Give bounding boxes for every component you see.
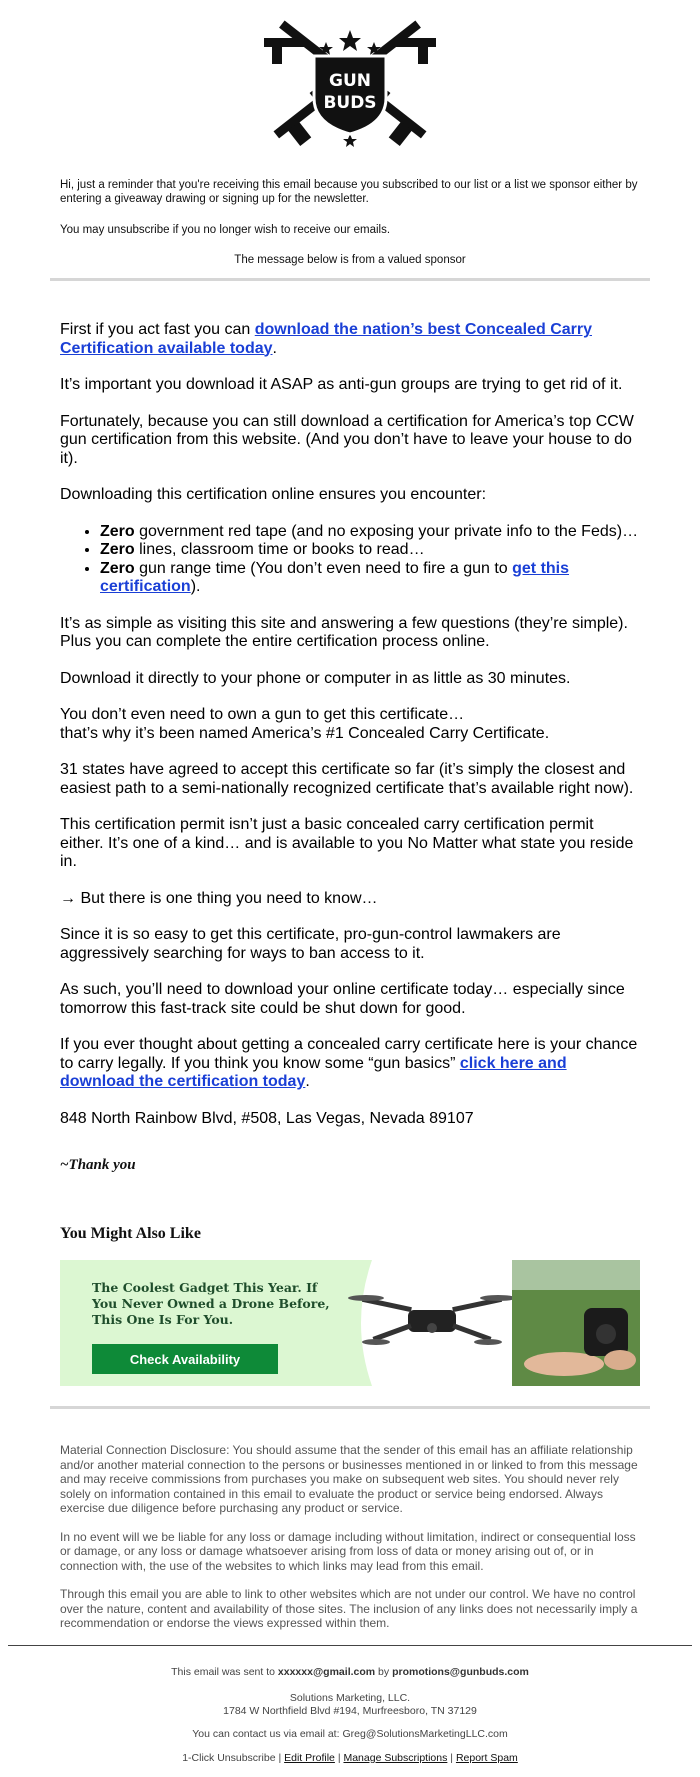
report-spam-link[interactable]: Report Spam <box>455 1752 518 1764</box>
drone-icon <box>348 1295 512 1345</box>
paragraph: Fortunately, because you can still download a certification for America’s top CCW gun certification from this website. (And you don’t have to leave your house to do it). <box>60 412 634 467</box>
star-icon <box>339 30 361 51</box>
unsubscribe-note: You may unsubscribe if you no longer wish to receive our emails. <box>60 224 391 236</box>
message-body <box>60 321 640 1146</box>
paragraph: It’s as simple as visiting this site and answering a few questions (they’re simple). Plus you can complete the entire certification process online. <box>60 614 628 650</box>
recipient-email: xxxxxx@gmail.com <box>277 1666 376 1678</box>
sponsor-address: 848 North Rainbow Blvd, #508, Las Vegas, Nevada 89107 <box>60 1109 474 1127</box>
external-links-disclaimer: Through this email you are able to link to other websites which are not under our control. We have no control over the nature, content and availability of those sites. The inclusion of any links does not necessarily imply a recommendation or endorse the views expressed within them. <box>60 1587 638 1630</box>
paragraph: Downloading this certification online ensures you encounter: <box>60 486 487 503</box>
paragraph: Download it directly to your phone or computer in as little as 30 minutes. <box>60 669 571 687</box>
logo-line1: GUN <box>329 71 371 91</box>
thank-you: ~Thank you <box>60 1157 136 1173</box>
edit-profile-link[interactable]: Edit Profile <box>284 1752 335 1764</box>
drone-ad-banner[interactable] <box>60 1260 640 1386</box>
star-icon <box>343 134 357 147</box>
drone-image <box>342 1260 512 1386</box>
divider <box>50 278 650 281</box>
paragraph: As such, you’ll need to download your online certificate today… especially since tomorrow this fast-track site could be shut down for good. <box>60 981 625 1017</box>
paragraph: This certification permit isn’t just a basic concealed carry certification permit either. It’s one of a kind… and is available to you No Matter what state you reside in. <box>60 816 634 870</box>
list-item: • Zero government red tape (and no exposing your private info to the Feds)… <box>100 523 640 542</box>
manage-subscriptions-link[interactable]: Manage Subscriptions <box>343 1752 448 1764</box>
paragraph: → But there is one thing you need to know… <box>60 889 378 907</box>
paragraph: If you ever thought about getting a concealed carry certificate here is your chance to carry legally. If you think you know some “gun basics” click here and download the certification today. <box>60 1036 638 1090</box>
paragraph: You don’t even need to own a gun to get this certificate… that’s why it’s been named America’s #1 Concealed Carry Certificate. <box>60 706 550 742</box>
download-certification-cta-link[interactable]: click here and download the certification today <box>60 1054 567 1090</box>
subscription-reminder: Hi, just a reminder that you're receiving this email because you subscribed to our list or a list we sponsor either by entering a giveaway drawing or signing up for the newsletter. <box>60 179 638 205</box>
company-name: Solutions Marketing, LLC. <box>289 1692 411 1704</box>
ad-headline: The Coolest Gadget This Year. If You Never Owned a Drone Before, This One Is For You. <box>92 1280 330 1327</box>
get-certification-link[interactable]: get this certification <box>100 559 570 595</box>
paragraph: It’s important you download it ASAP as anti-gun groups are trying to get rid of it. <box>60 376 623 393</box>
check-availability-button[interactable]: Check Availability <box>92 1344 278 1374</box>
one-click-unsubscribe-link[interactable]: 1-Click Unsubscribe <box>182 1752 276 1764</box>
gun-buds-logo <box>252 16 448 150</box>
also-like-heading: You Might Also Like <box>60 1225 201 1242</box>
material-disclosure: Material Connection Disclosure: You should assume that the sender of this email has an affiliate relationship and/or another material connection to the persons or businesses mentioned in or linked to from this message and may receive commissions from purchases you make on subsequent web sites. You should never rely solely on information contained in this email to evaluate the product or service being endorsed. Always exercise due diligence before purchasing any product or service. <box>60 1443 638 1515</box>
company-address: 1784 W Northfield Blvd #194, Murfreesboro, TN 37129 <box>223 1705 477 1717</box>
paragraph: 31 states have agreed to accept this certificate so far (it’s simply the closest and easiest path to a semi-nationally recognized certificate that’s available right now). <box>60 761 634 797</box>
list-item: • Zero lines, classroom time or books to read… <box>100 541 640 560</box>
liability-disclaimer: In no event will we be liable for any loss or damage including without limitation, indirect or consequential loss or damage, or any loss or damage whatsoever arising from loss of data or money arising out of, or in connection with, the use of the websites to which links may lead from this email. <box>60 1529 636 1573</box>
right-pistol-icon <box>396 38 436 64</box>
left-pistol-icon <box>264 38 304 64</box>
contact-line: You can contact us via email at: Greg@SolutionsMarketingLLC.com <box>192 1728 508 1740</box>
sent-to-line: This email was sent to xxxxxx@gmail.com by promotions@gunbuds.com <box>171 1666 529 1678</box>
list-item: • Zero gun range time (You don’t even need to fire a gun to get this certification). <box>100 560 640 597</box>
logo-line2: BUDS <box>323 93 377 113</box>
footer-links: 1-Click Unsubscribe | Edit Profile | Manage Subscriptions | Report Spam <box>182 1752 518 1764</box>
divider <box>50 1406 650 1409</box>
sender-email: promotions@gunbuds.com <box>392 1666 529 1678</box>
paragraph: Since it is so easy to get this certificate, pro-gun-control lawmakers are aggressively searching for ways to ban access to it. <box>60 926 561 962</box>
footer-divider <box>8 1645 692 1646</box>
paragraph: First if you act fast you can download the nation’s best Concealed Carry Certification available today. <box>60 321 592 357</box>
benefits-list <box>60 523 640 597</box>
drone-hand-photo <box>512 1260 640 1386</box>
sponsor-note: The message below is from a valued sponsor <box>234 254 466 266</box>
download-certification-link[interactable]: download the nation’s best Concealed Carry Certification available today <box>60 321 592 357</box>
contact-email[interactable]: Greg@SolutionsMarketingLLC.com <box>342 1728 508 1740</box>
disclosure-section <box>60 1443 640 1645</box>
